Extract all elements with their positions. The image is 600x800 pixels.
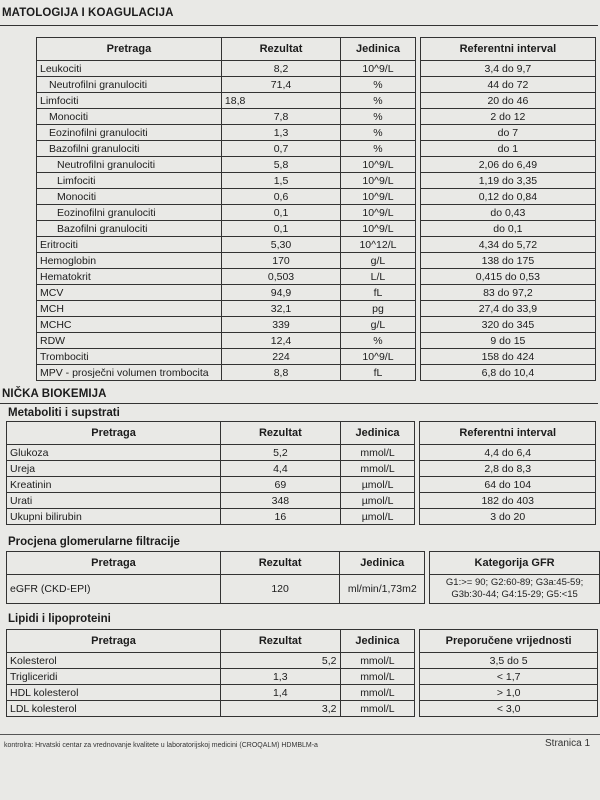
header-rezultat: Rezultat	[221, 630, 341, 653]
table-row	[37, 253, 596, 269]
test-unit: 10^9/L	[341, 61, 416, 77]
test-unit: mmol/L	[340, 653, 415, 669]
test-unit: µmol/L	[340, 509, 415, 525]
test-unit: mmol/L	[340, 669, 415, 685]
test-name: Glukoza	[7, 445, 221, 461]
table-row	[37, 269, 596, 285]
test-name: Eozinofilni granulociti	[37, 125, 222, 141]
test-unit: 10^9/L	[341, 157, 416, 173]
test-name: eGFR (CKD-EPI)	[7, 575, 221, 604]
test-result: 0,1	[221, 221, 340, 237]
test-result: 7,8	[221, 109, 340, 125]
reference-interval: 1,19 do 3,35	[420, 173, 595, 189]
test-result: 12,4	[221, 333, 340, 349]
recommended-value: < 1,7	[420, 669, 598, 685]
test-name: Limfociti	[37, 93, 222, 109]
test-result: 71,4	[221, 77, 340, 93]
test-result: 5,2	[221, 653, 341, 669]
reference-interval: 2,8 do 8,3	[420, 461, 596, 477]
test-unit: ml/min/1,73m2	[340, 575, 425, 604]
reference-interval: 320 do 345	[420, 317, 595, 333]
reference-interval: 4,34 do 5,72	[420, 237, 595, 253]
reference-interval: 83 do 97,2	[420, 285, 595, 301]
table-row	[7, 685, 598, 701]
test-result: 1,3	[221, 669, 341, 685]
metabolites-header-row	[7, 422, 596, 445]
gfr-category-line1: G1:>= 90; G2:60-89; G3a:45-59;	[445, 577, 584, 588]
test-result: 0,6	[221, 189, 340, 205]
hematology-header-row	[37, 38, 596, 61]
test-unit: fL	[341, 285, 416, 301]
reference-interval: 64 do 104	[420, 477, 596, 493]
test-name: RDW	[37, 333, 222, 349]
table-row	[37, 109, 596, 125]
table-row	[37, 333, 596, 349]
table-row	[7, 493, 596, 509]
header-pretraga: Pretraga	[37, 38, 222, 61]
biochemistry-title: NIČKA BIOKEMIJA	[2, 388, 107, 400]
test-result: 8,2	[221, 61, 340, 77]
test-name: MCH	[37, 301, 222, 317]
reference-interval: do 7	[420, 125, 595, 141]
header-kategorija-gfr: Kategorija GFR	[430, 552, 600, 575]
table-row	[7, 701, 598, 717]
gfr-category-line2: G3b:30-44; G4:15-29; G5:<15	[451, 589, 578, 600]
test-name: Ureja	[7, 461, 221, 477]
table-row	[37, 173, 596, 189]
footer-rule	[0, 734, 600, 735]
test-unit: %	[341, 333, 416, 349]
recommended-value: 3,5 do 5	[420, 653, 598, 669]
test-result: 224	[221, 349, 340, 365]
table-row	[37, 205, 596, 221]
reference-interval: do 1	[420, 141, 595, 157]
test-name: Limfociti	[37, 173, 222, 189]
test-unit: %	[341, 77, 416, 93]
table-row	[37, 141, 596, 157]
reference-interval: 4,4 do 6,4	[420, 445, 596, 461]
reference-interval: 3,4 do 9,7	[420, 61, 595, 77]
reference-interval: do 0,1	[420, 221, 595, 237]
test-name: Kreatinin	[7, 477, 221, 493]
test-result: 1,4	[221, 685, 341, 701]
header-rezultat: Rezultat	[220, 552, 339, 575]
test-result: 5,2	[221, 445, 341, 461]
test-unit: mmol/L	[340, 445, 415, 461]
test-result: 8,8	[221, 365, 340, 381]
test-name: Neutrofilni granulociti	[37, 157, 222, 173]
gfr-table	[6, 551, 600, 604]
test-name: HDL kolesterol	[7, 685, 221, 701]
table-row	[37, 61, 596, 77]
test-name: Kolesterol	[7, 653, 221, 669]
footer-text: kontrolra: Hrvatski centar za vrednovanje kvalitete u laboratorijskoj medicini (CROQALM) HDMBLM-a	[4, 742, 318, 749]
hematology-title: MATOLOGIJA I KOAGULACIJA	[2, 7, 174, 19]
test-name: Hemoglobin	[37, 253, 222, 269]
test-unit: 10^9/L	[341, 189, 416, 205]
test-result: 3,2	[221, 701, 341, 717]
table-row	[37, 349, 596, 365]
table-row	[37, 285, 596, 301]
table-row	[37, 221, 596, 237]
test-unit: pg	[341, 301, 416, 317]
reference-interval: 6,8 do 10,4	[420, 365, 595, 381]
header-pretraga: Pretraga	[7, 422, 221, 445]
reference-interval: 0,12 do 0,84	[420, 189, 595, 205]
table-row	[37, 301, 596, 317]
reference-interval: 3 do 20	[420, 509, 596, 525]
test-name: MCV	[37, 285, 222, 301]
table-row	[37, 125, 596, 141]
test-name: Hematokrit	[37, 269, 222, 285]
header-rezultat: Rezultat	[221, 38, 340, 61]
test-result: 69	[221, 477, 341, 493]
test-name: Trigliceridi	[7, 669, 221, 685]
test-result: 16	[221, 509, 341, 525]
table-row	[7, 669, 598, 685]
test-result: 5,30	[221, 237, 340, 253]
test-unit: 10^9/L	[341, 205, 416, 221]
test-unit: %	[341, 93, 416, 109]
test-result: 4,4	[221, 461, 341, 477]
lipids-table	[6, 629, 598, 717]
test-unit: %	[341, 109, 416, 125]
metabolites-title: Metaboliti i supstrati	[8, 407, 120, 419]
table-row	[37, 157, 596, 173]
reference-interval: 0,415 do 0,53	[420, 269, 595, 285]
test-name: Monociti	[37, 109, 222, 125]
test-name: Eozinofilni granulociti	[37, 205, 222, 221]
test-unit: %	[341, 141, 416, 157]
reference-interval: 158 do 424	[420, 349, 595, 365]
header-referentni-interval: Referentni interval	[420, 422, 596, 445]
header-jedinica: Jedinica	[340, 422, 415, 445]
reference-interval: 44 do 72	[420, 77, 595, 93]
reference-interval: 20 do 46	[420, 93, 595, 109]
header-jedinica: Jedinica	[340, 552, 425, 575]
test-name: Leukociti	[37, 61, 222, 77]
table-row	[7, 461, 596, 477]
test-name: Monociti	[37, 189, 222, 205]
recommended-value: < 3,0	[420, 701, 598, 717]
test-result: 170	[221, 253, 340, 269]
table-row	[37, 189, 596, 205]
test-unit: mmol/L	[340, 701, 415, 717]
test-result: 5,8	[221, 157, 340, 173]
reference-interval: 2,06 do 6,49	[420, 157, 595, 173]
test-result: 0,503	[221, 269, 340, 285]
table-row	[37, 237, 596, 253]
test-unit: 10^12/L	[341, 237, 416, 253]
table-row	[37, 93, 596, 109]
test-unit: µmol/L	[340, 493, 415, 509]
test-unit: mmol/L	[340, 685, 415, 701]
table-row	[7, 509, 596, 525]
header-preporucene-vrijednosti: Preporučene vrijednosti	[420, 630, 598, 653]
header-jedinica: Jedinica	[341, 38, 416, 61]
lipids-header-row	[7, 630, 598, 653]
test-result: 120	[220, 575, 339, 604]
test-unit: 10^9/L	[341, 173, 416, 189]
test-result: 339	[221, 317, 340, 333]
table-row	[37, 77, 596, 93]
table-row	[7, 575, 600, 604]
table-row	[37, 365, 596, 381]
header-pretraga: Pretraga	[7, 630, 221, 653]
gfr-category	[430, 575, 600, 604]
test-unit: g/L	[341, 317, 416, 333]
table-row	[37, 317, 596, 333]
reference-interval: 27,4 do 33,9	[420, 301, 595, 317]
test-unit: µmol/L	[340, 477, 415, 493]
test-name: Trombociti	[37, 349, 222, 365]
test-name: Ukupni bilirubin	[7, 509, 221, 525]
recommended-value: > 1,0	[420, 685, 598, 701]
test-name: Urati	[7, 493, 221, 509]
test-name: Neutrofilni granulociti	[37, 77, 222, 93]
test-name: Bazofilni granulociti	[37, 221, 222, 237]
gfr-title: Procjena glomerularne filtracije	[8, 536, 180, 548]
test-unit: fL	[341, 365, 416, 381]
test-result: 1,3	[221, 125, 340, 141]
metabolites-table	[6, 421, 596, 525]
test-unit: L/L	[341, 269, 416, 285]
test-unit: 10^9/L	[341, 349, 416, 365]
test-result: 94,9	[221, 285, 340, 301]
test-name: LDL kolesterol	[7, 701, 221, 717]
header-jedinica: Jedinica	[340, 630, 415, 653]
reference-interval: 2 do 12	[420, 109, 595, 125]
test-unit: g/L	[341, 253, 416, 269]
lipids-title: Lipidi i lipoproteini	[8, 613, 111, 625]
hematology-table	[36, 37, 596, 381]
biochemistry-rule	[0, 403, 598, 404]
header-referentni-interval: Referentni interval	[420, 38, 595, 61]
header-pretraga: Pretraga	[7, 552, 221, 575]
test-name: Eritrociti	[37, 237, 222, 253]
test-unit: 10^9/L	[341, 221, 416, 237]
table-row	[7, 477, 596, 493]
page-number: Stranica 1	[545, 738, 591, 749]
test-result: 18,8	[221, 93, 340, 109]
reference-interval: 182 do 403	[420, 493, 596, 509]
test-name: MCHC	[37, 317, 222, 333]
test-unit: mmol/L	[340, 461, 415, 477]
reference-interval: 9 do 15	[420, 333, 595, 349]
test-result: 0,7	[221, 141, 340, 157]
table-row	[7, 653, 598, 669]
test-result: 32,1	[221, 301, 340, 317]
header-rezultat: Rezultat	[221, 422, 341, 445]
test-result: 0,1	[221, 205, 340, 221]
test-name: MPV - prosječni volumen trombocita	[37, 365, 222, 381]
reference-interval: 138 do 175	[420, 253, 595, 269]
gfr-header-row	[7, 552, 600, 575]
reference-interval: do 0,43	[420, 205, 595, 221]
table-row	[7, 445, 596, 461]
test-result: 348	[221, 493, 341, 509]
test-result: 1,5	[221, 173, 340, 189]
test-unit: %	[341, 125, 416, 141]
hematology-rule	[0, 25, 598, 26]
test-name: Bazofilni granulociti	[37, 141, 222, 157]
